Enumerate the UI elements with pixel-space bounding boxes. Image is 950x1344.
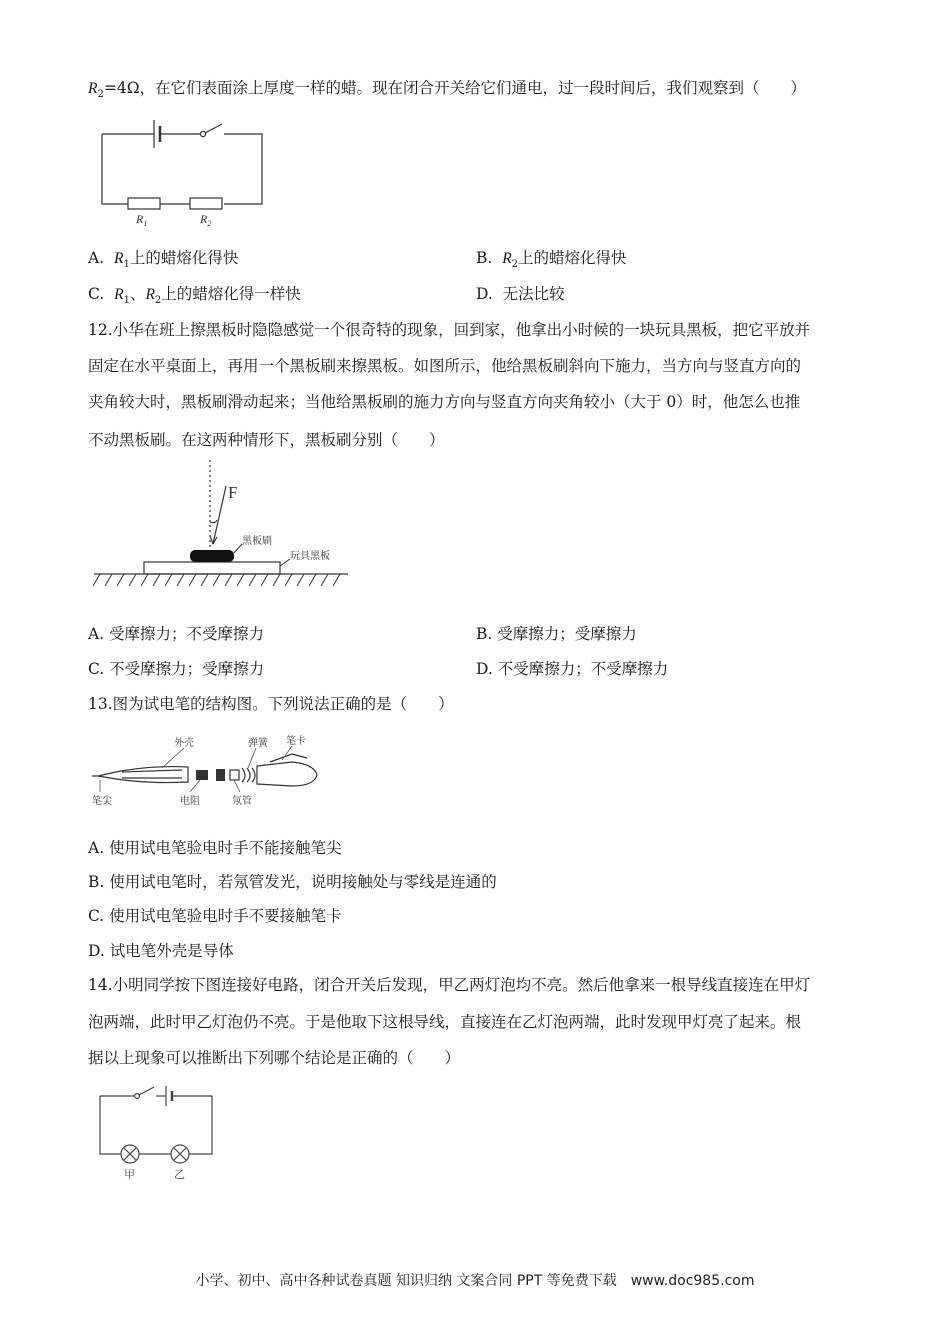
page-footer: 小学、初中、高中各种试卷真题 知识归纳 文案合同 PPT 等免费下载 www.doc985.com bbox=[195, 1273, 755, 1289]
brush-label: 黑板刷 bbox=[242, 536, 272, 547]
spring-label: 弹簧 bbox=[248, 738, 268, 749]
q13-option-b: B. 使用试电笔时，若氖管发光，说明接触处与零线是连通的 bbox=[88, 873, 497, 891]
q11-option-c: C. $R_1$、$R_2$上的蜡熔化得一样快 bbox=[88, 285, 301, 307]
tip-label: 笔尖 bbox=[92, 796, 112, 807]
q11-option-d: D. 无法比较 bbox=[476, 285, 565, 303]
q14-circuit-diagram bbox=[94, 1082, 220, 1184]
q12-blackboard-diagram bbox=[92, 456, 354, 592]
q12-option-d: D. 不受摩擦力；不受摩擦力 bbox=[476, 660, 669, 678]
q12-option-a: A. 受摩擦力；不受摩擦力 bbox=[88, 625, 265, 643]
var-sub: 2 bbox=[97, 89, 104, 101]
q11-stem-text: =4Ω，在它们表面涂上厚度一样的蜡。现在闭合开关给它们通电，过一段时间后，我们观察到（ ） bbox=[103, 79, 807, 97]
q12-stem-line: 不动黑板刷。在这两种情形下，黑板刷分别（ ） bbox=[88, 431, 445, 449]
q11-option-b: B. $R_2$上的蜡熔化得快 bbox=[476, 249, 627, 271]
shell-label: 外壳 bbox=[174, 738, 194, 749]
q14-stem-line: 泡两端，此时甲乙灯泡仍不亮。于是他取下这根导线，直接连在乙灯泡两端，此时发现甲灯亮了起来。根 bbox=[88, 1013, 802, 1031]
q12-stem-line: 12.小华在班上擦黑板时隐隐感觉一个很奇特的现象，回到家，他拿出小时候的一块玩具黑板，把它平放并 bbox=[88, 321, 811, 339]
q11-option-a: A. $R_1$上的蜡熔化得快 bbox=[88, 249, 239, 271]
resistor-label: 电阻 bbox=[180, 796, 200, 807]
r2-label: $R_2$ bbox=[200, 212, 212, 228]
q14-stem-line: 14.小明同学按下图连接好电路，闭合开关后发现，甲乙两灯泡均不亮。然后他拿来一根导线直接连在甲灯 bbox=[88, 976, 811, 994]
q11-stem bbox=[88, 76, 806, 100]
clip-label: 笔卡 bbox=[286, 736, 306, 747]
q12-option-c: C. 不受摩擦力；受摩擦力 bbox=[88, 660, 265, 678]
q13-option-a: A. 使用试电笔验电时手不能接触笔尖 bbox=[88, 839, 342, 857]
q13-option-d: D. 试电笔外壳是导体 bbox=[88, 942, 234, 960]
q12-stem-line: 固定在水平桌面上，再用一个黑板刷来擦黑板。如图所示，他给黑板刷斜向下施力，当方向与竖直方向的 bbox=[88, 357, 802, 375]
q13-test-pen-diagram bbox=[92, 732, 332, 812]
lamp-jia-label: 甲 bbox=[124, 1168, 135, 1181]
q13-option-c: C. 使用试电笔验电时手不要接触笔卡 bbox=[88, 907, 342, 925]
lamp-yi-label: 乙 bbox=[174, 1168, 185, 1181]
q13-stem: 13.图为试电笔的结构图。下列说法正确的是（ ） bbox=[88, 695, 454, 713]
q12-option-b: B. 受摩擦力；受摩擦力 bbox=[476, 625, 637, 643]
q11-circuit-diagram bbox=[96, 112, 268, 230]
q14-stem-line: 据以上现象可以推断出下列哪个结论是正确的（ ） bbox=[88, 1049, 461, 1067]
q12-stem-line: 夹角较大时，黑板刷滑动起来；当他给黑板刷的施力方向与竖直方向夹角较小（大于 0）时，他怎么也推 bbox=[88, 393, 801, 411]
var-r: R bbox=[88, 80, 98, 97]
r1-label: $R_1$ bbox=[136, 212, 148, 228]
force-label: F bbox=[228, 483, 238, 502]
board-label: 玩具黑板 bbox=[290, 551, 330, 562]
neon-label: 氖管 bbox=[232, 796, 252, 807]
